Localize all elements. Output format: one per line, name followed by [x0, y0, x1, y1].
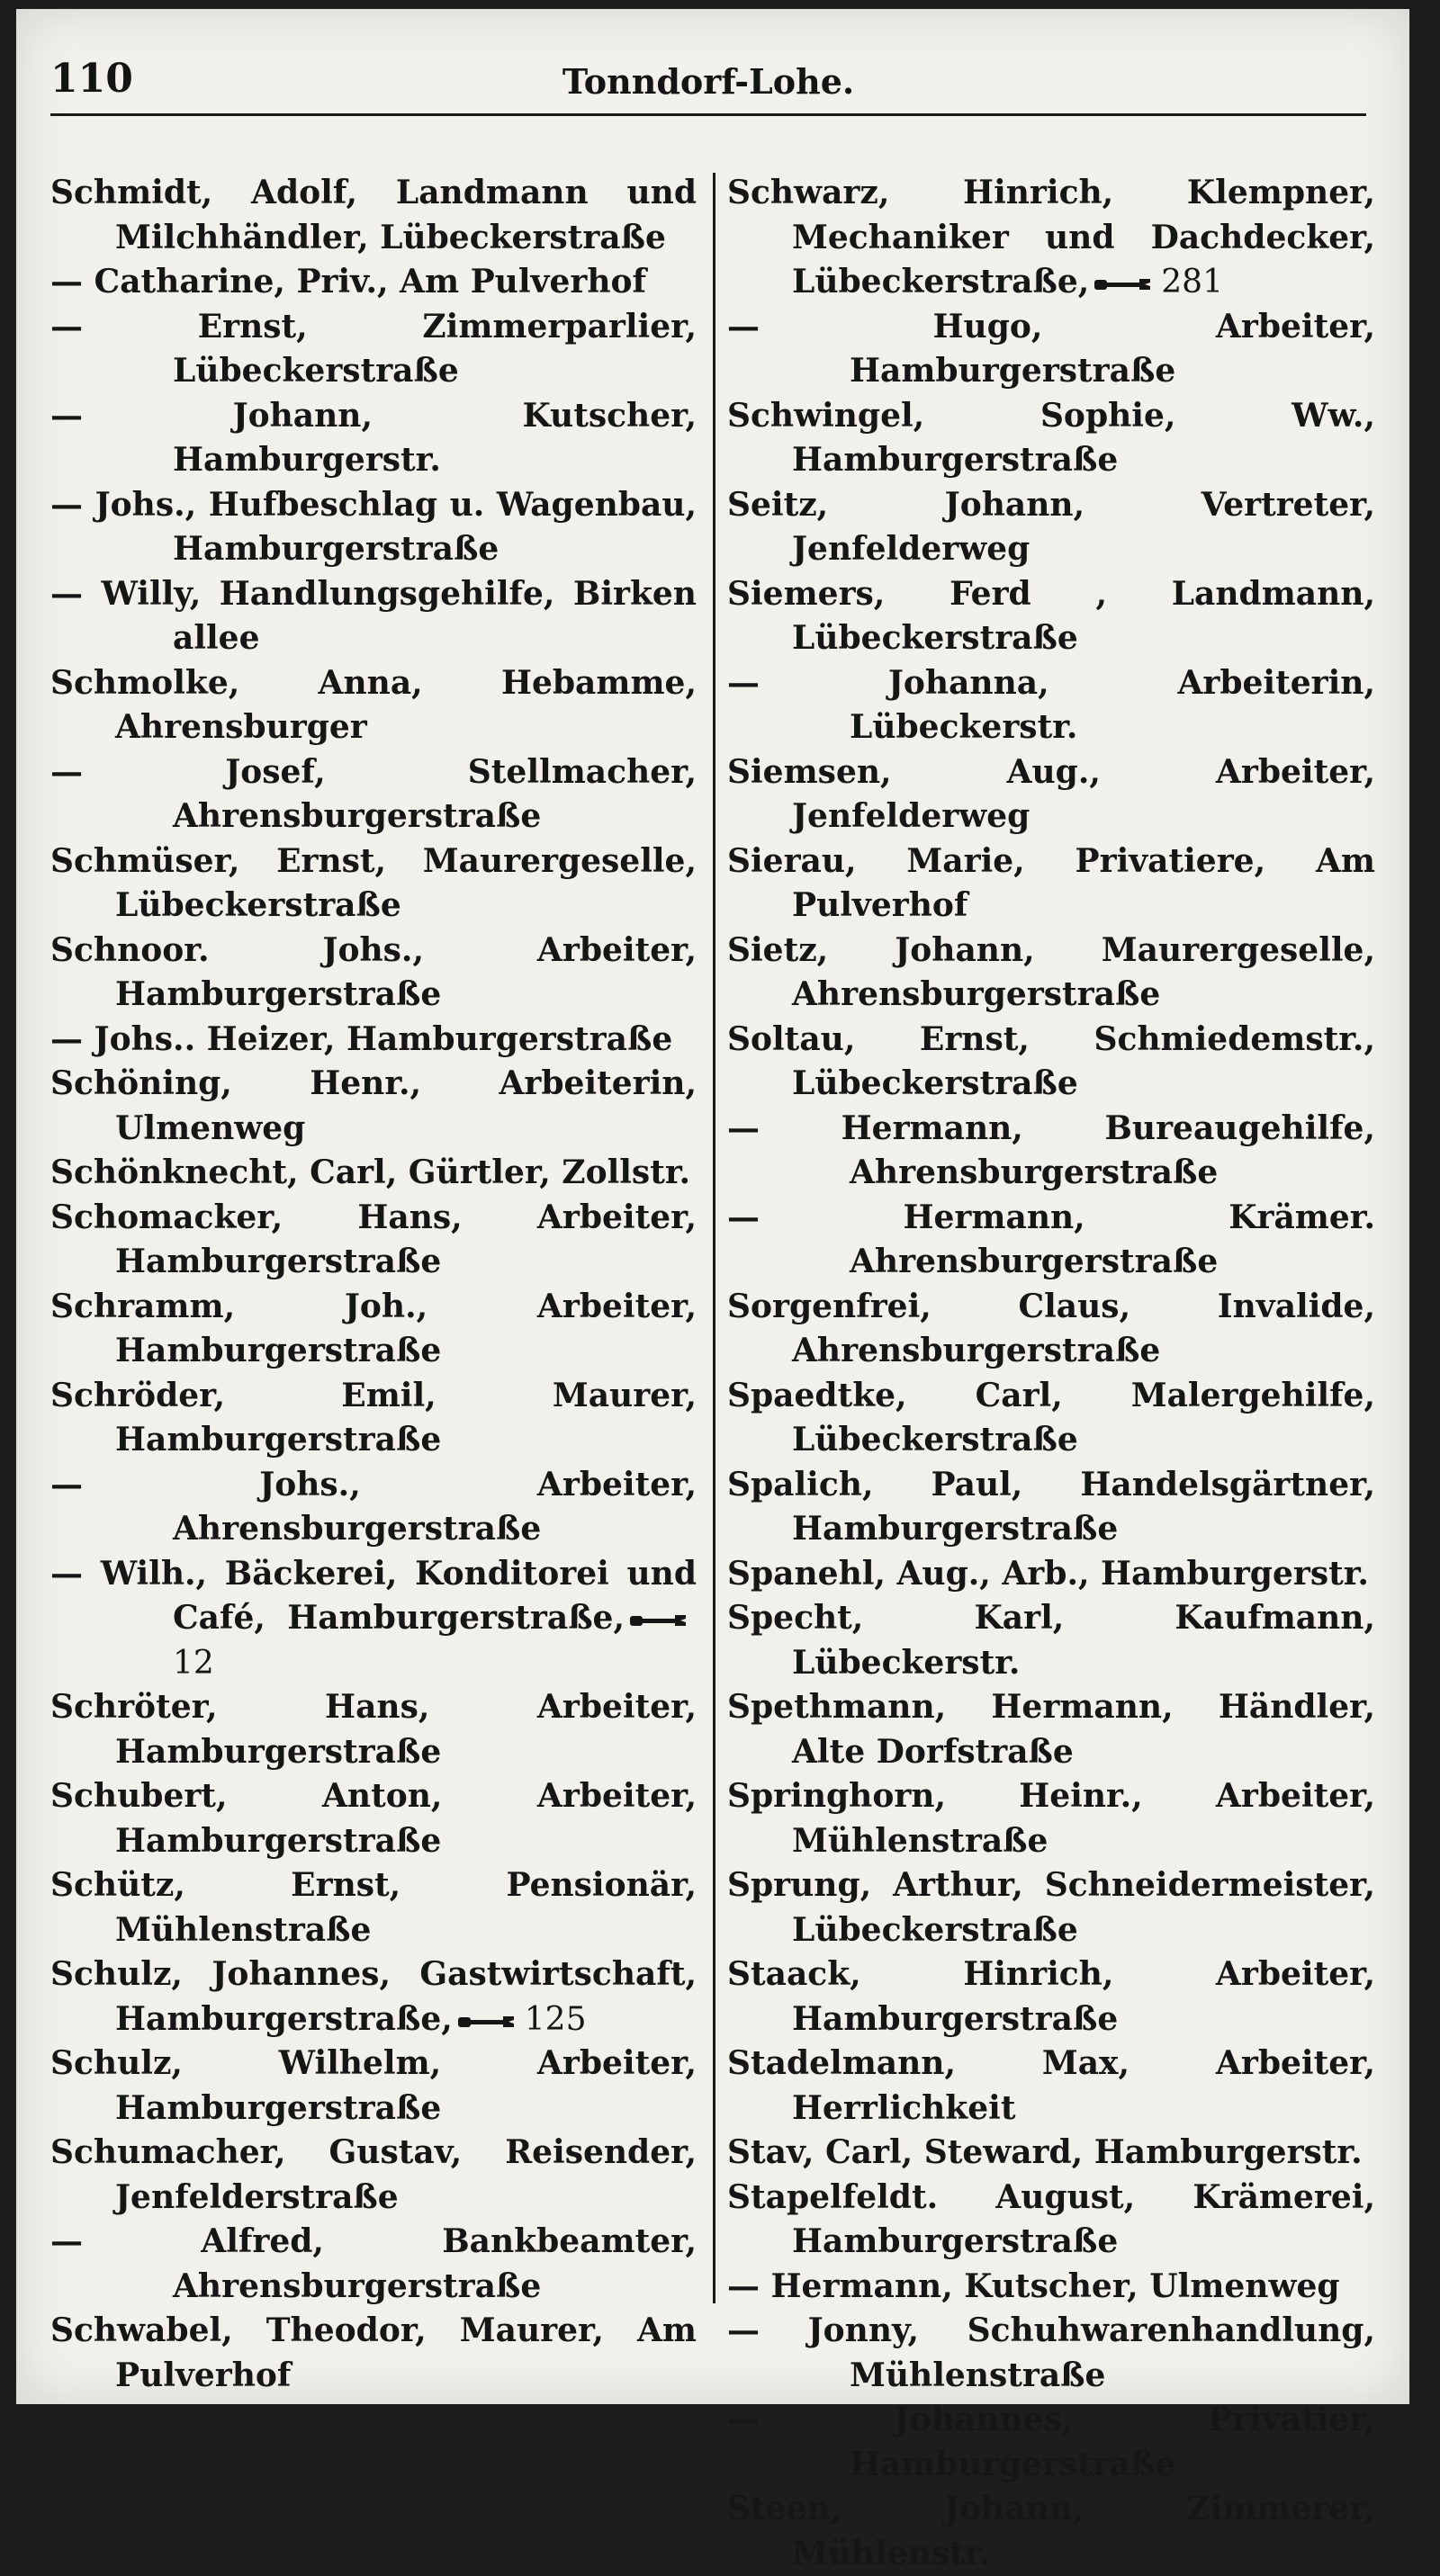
telephone-icon	[630, 1611, 688, 1629]
entry-text: Specht, Karl, Kaufmann, Lübeckerstr.	[727, 1599, 1375, 1682]
directory-entry	[50, 1151, 697, 1196]
directory-entry	[727, 1685, 1375, 1774]
phone-number: 12	[173, 1644, 214, 1682]
entry-text: Schumacher, Gustav, Reisender, Jenfelderstraße	[50, 2133, 697, 2216]
entry-text: Schmolke, Anna, Hebamme, Ahrensburger	[50, 663, 697, 746]
directory-entry	[727, 1285, 1375, 1374]
directory-entry	[727, 1018, 1375, 1107]
entry-text: Josef, Stellmacher, Ahrensburgerstraße	[173, 752, 697, 835]
directory-entry	[727, 394, 1375, 483]
entry-text: Johanna, Arbeiterin, Lübeckerstr.	[850, 663, 1375, 746]
directory-entry	[727, 839, 1375, 929]
directory-entry	[50, 305, 697, 394]
entry-text: Sietz, Johann, Maurergeselle, Ahrensburgerstraße	[727, 930, 1375, 1013]
column-divider	[713, 173, 716, 2303]
running-head: Tonndorf-Lohe.	[562, 61, 855, 102]
entry-text: Spanehl, Aug., Arb., Hamburgerstr.	[727, 1554, 1369, 1593]
directory-entry	[727, 2265, 1375, 2310]
entry-text: Ernst, Zimmerparlier, Lübeckerstraße	[173, 307, 697, 390]
directory-entry	[727, 1863, 1375, 1952]
directory-entry	[50, 2220, 697, 2309]
directory-entry	[727, 305, 1375, 394]
entry-text: Schubert, Anton, Arbeiter, Hamburgerstraße	[50, 1777, 697, 1860]
entry-text: Schwingel, Sophie, Ww., Hamburgerstraße	[727, 396, 1375, 479]
directory-entry	[50, 839, 697, 929]
entry-text: Johannes, Privatier, Hamburgerstraße	[850, 2401, 1375, 2483]
page-header	[50, 56, 1366, 119]
entry-text: Spalich, Paul, Handelsgärtner, Hamburgerstraße	[727, 1465, 1375, 1548]
entry-text: Schröter, Hans, Arbeiter, Hamburgerstraße	[50, 1688, 697, 1771]
phone-number: 281	[1161, 264, 1223, 301]
directory-entry	[50, 1863, 697, 1952]
telephone-icon	[1094, 275, 1152, 293]
directory-entry	[727, 929, 1375, 1018]
entry-text: Schütz, Ernst, Pensionär, Mühlenstraße	[50, 1866, 697, 1949]
entry-text: Sorgenfrei, Claus, Invalide, Ahrensburgerstraße	[727, 1287, 1375, 1369]
phone-number: 125	[524, 2000, 587, 2038]
directory-entry	[50, 171, 697, 260]
entry-dash: —	[50, 1554, 101, 1593]
directory-entry	[50, 661, 697, 750]
entry-dash: —	[50, 485, 95, 524]
entry-text: Schöning, Henr., Arbeiterin, Ulmenweg	[50, 1064, 697, 1147]
entry-dash: —	[50, 2222, 202, 2260]
entry-text: Schomacker, Hans, Arbeiter, Hamburgerstraße	[50, 1198, 697, 1280]
entry-text: Springhorn, Heinr., Arbeiter, Mühlenstraße	[727, 1777, 1375, 1860]
entry-dash: —	[50, 574, 102, 613]
directory-entry	[50, 394, 697, 483]
entry-text: Spaedtke, Carl, Malergehilfe, Lübeckerstraße	[727, 1376, 1375, 1459]
directory-entry	[50, 260, 697, 305]
entry-dash: —	[727, 1108, 842, 1147]
entry-text: Sprung, Arthur, Schneidermeister, Lübeckerstraße	[727, 1866, 1375, 1949]
entry-dash: —	[727, 2401, 895, 2438]
entry-text: Johann, Kutscher, Hamburgerstr.	[173, 396, 697, 479]
directory-entry	[50, 483, 697, 572]
directory-entry	[50, 2042, 697, 2131]
directory-entry	[727, 2398, 1375, 2487]
entry-dash: —	[50, 1465, 260, 1503]
directory-entry	[727, 2487, 1375, 2576]
entry-text: Siemers, Ferd , Landmann, Lübeckerstraße	[727, 574, 1375, 657]
directory-entry	[50, 1685, 697, 1774]
directory-entry	[50, 2131, 697, 2220]
telephone-icon	[458, 2013, 516, 2031]
entry-text: Schröder, Emil, Maurer, Hamburgerstraße	[50, 1376, 697, 1459]
directory-entry	[727, 1952, 1375, 2042]
directory-page	[16, 9, 1409, 2572]
entry-text: Hermann, Kutscher, Ulmenweg	[770, 2266, 1340, 2305]
entry-text: Hermann, Bureaugehilfe, Ahrensburgerstraße	[841, 1108, 1375, 1191]
entry-dash: —	[727, 2311, 808, 2349]
directory-entry	[50, 2309, 697, 2398]
entry-text: Soltau, Ernst, Schmiedemstr., Lübeckerstraße	[727, 1019, 1375, 1102]
directory-entry	[727, 1107, 1375, 1196]
entry-text: Schönknecht, Carl, Gürtler, Zollstr.	[50, 1153, 691, 1191]
entry-text: Stapelfeldt. August, Krämerei, Hamburgerstraße	[727, 2177, 1375, 2260]
entry-dash: —	[50, 307, 198, 346]
entry-text: Spethmann, Hermann, Händler, Alte Dorfstraße	[727, 1688, 1375, 1771]
page-number: 110	[50, 56, 133, 102]
header-rule	[50, 113, 1366, 116]
entry-text: Catharine, Priv., Am Pulverhof	[94, 263, 646, 301]
directory-entry	[727, 2131, 1375, 2176]
directory-entry	[50, 1374, 697, 1463]
directory-entry	[727, 1552, 1375, 1597]
directory-entry	[50, 572, 697, 661]
entry-dash: —	[727, 1198, 904, 1236]
directory-entry	[727, 2042, 1375, 2131]
entry-dash: —	[50, 1019, 94, 1058]
entry-text: Siemsen, Aug., Arbeiter, Jenfelderweg	[727, 752, 1375, 835]
directory-entry	[727, 2309, 1375, 2398]
directory-entry	[50, 1285, 697, 1374]
directory-entry	[50, 1463, 697, 1552]
entry-dash: —	[50, 263, 94, 301]
entry-dash: —	[50, 396, 233, 435]
entry-text: Schwarz, Hinrich, Klempner, Mechaniker und Dachdecker, Lübeckerstraße,	[727, 174, 1375, 301]
directory-entry	[727, 1463, 1375, 1552]
directory-entry	[727, 1374, 1375, 1463]
entry-text: Staack, Hinrich, Arbeiter, Hamburgerstraße	[727, 1955, 1375, 2038]
directory-entry	[727, 750, 1375, 839]
entry-text: Schramm, Joh., Arbeiter, Hamburgerstraße	[50, 1287, 697, 1369]
entry-text: Hermann, Krämer. Ahrensburgerstraße	[850, 1198, 1375, 1280]
entry-text: Schmüser, Ernst, Maurergeselle, Lübeckerstraße	[50, 841, 697, 924]
entry-text: Johs.. Heizer, Hamburgerstraße	[94, 1019, 673, 1058]
directory-entry	[50, 1774, 697, 1863]
entry-text: Johs., Arbeiter, Ahrensburgerstraße	[173, 1465, 697, 1548]
directory-entry	[727, 2176, 1375, 2265]
directory-entry	[50, 1552, 697, 1686]
entry-text: Stadelmann, Max, Arbeiter, Herrlichkeit	[727, 2044, 1375, 2127]
entry-dash: —	[727, 663, 888, 702]
directory-entry	[50, 1062, 697, 1151]
entry-text: Stav, Carl, Steward, Hamburgerstr.	[727, 2133, 1363, 2171]
directory-entry	[727, 1596, 1375, 1685]
entry-text: Schnoor. Johs., Arbeiter, Hamburgerstraße	[50, 930, 697, 1013]
entry-text: Steen, Johann, Zimmerer, Mühlenstr.	[727, 2490, 1375, 2572]
directory-entry	[50, 1952, 697, 2042]
entry-text: Sierau, Marie, Privatiere, Am Pulverhof	[727, 841, 1375, 924]
entry-text: Schulz, Johannes, Gastwirtschaft, Hamburgerstraße,	[50, 1955, 697, 2038]
entry-dash: —	[50, 752, 226, 791]
directory-entry	[50, 929, 697, 1018]
entry-text: Schmidt, Adolf, Landmann und Milchhändler, Lübeckerstraße	[50, 174, 697, 256]
directory-entry	[727, 483, 1375, 572]
entry-text: Seitz, Johann, Vertreter, Jenfelderweg	[727, 485, 1375, 568]
directory-entry	[50, 750, 697, 839]
left-column	[50, 171, 697, 2398]
entry-text: Wilh., Bäckerei, Konditorei und Café, Hamburgerstraße,	[100, 1554, 697, 1637]
entry-text: Alfred, Bankbeamter, Ahrensburgerstraße	[173, 2222, 697, 2305]
entry-text: Johs., Hufbeschlag u. Wagenbau, Hamburgerstraße	[94, 485, 697, 568]
entry-text: Schulz, Wilhelm, Arbeiter, Hamburgerstraße	[50, 2044, 697, 2127]
directory-entry	[50, 1196, 697, 1285]
directory-entry	[727, 572, 1375, 661]
right-column	[727, 171, 1375, 2576]
entry-dash: —	[727, 307, 933, 346]
entry-dash: —	[727, 2266, 771, 2305]
entry-text: Willy, Handlungsgehilfe, Birken allee	[101, 574, 697, 657]
entry-text: Jonny, Schuhwarenhandlung, Mühlenstraße	[807, 2311, 1375, 2394]
directory-entry	[50, 1018, 697, 1063]
directory-entry	[727, 171, 1375, 305]
entry-text: Schwabel, Theodor, Maurer, Am Pulverhof	[50, 2311, 697, 2394]
directory-entry	[727, 661, 1375, 750]
entry-text: Hugo, Arbeiter, Hamburgerstraße	[850, 307, 1375, 390]
directory-entry	[727, 1774, 1375, 1863]
directory-entry	[727, 1196, 1375, 1285]
